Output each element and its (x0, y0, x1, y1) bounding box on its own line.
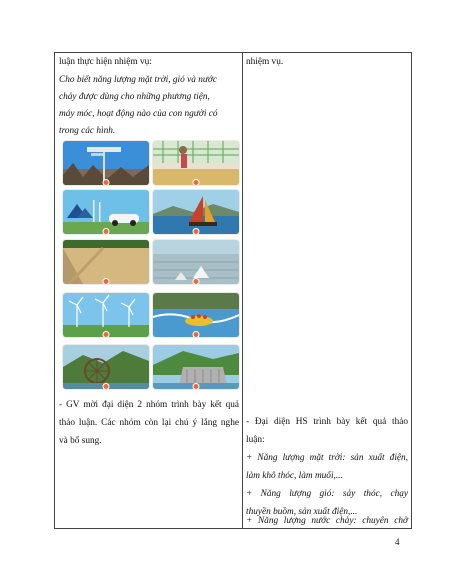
answer-line: + Năng lượng nước chảy: chuyên chở (246, 516, 408, 526)
hydro-dam-image (153, 345, 239, 389)
image-badge (103, 278, 110, 284)
text-line: luận: (246, 435, 265, 445)
image-badge (193, 331, 200, 337)
solar-street-light-image (63, 141, 149, 185)
question-line: chảy được dùng cho những phương tiện, (59, 92, 210, 102)
text-line: nhiệm vụ. (246, 57, 284, 67)
water-wheel-image (63, 345, 149, 389)
image-badge (103, 383, 110, 389)
answer-line: + Năng lượng mặt trời: sản xuất điện, (246, 453, 408, 463)
text-line: và bổ sung. (59, 436, 102, 446)
page-number: 4 (395, 537, 400, 547)
river-rafting-image (153, 293, 239, 337)
answer-line: làm khô thóc, làm muối,... (246, 471, 343, 481)
image-badge (193, 383, 200, 389)
drying-grain-image (153, 141, 239, 185)
column-divider (242, 53, 243, 528)
text-line: thảo luận. Các nhóm còn lại chú ý lắng nghe (59, 418, 239, 428)
wind-turbines-image (63, 293, 149, 337)
text-line: - Đại diện HS trình bày kết quả thảo (246, 417, 408, 427)
answer-line: + Năng lượng gió: sảy thóc, chạy (246, 489, 408, 499)
question-line: Cho biết năng lượng mặt trời, gió và nước (59, 75, 218, 85)
salt-fields-image (153, 240, 239, 284)
image-badge (193, 278, 200, 284)
question-line: máy móc, hoạt động nào của con người có (59, 109, 218, 119)
image-badge (103, 228, 110, 234)
drying-rice-yard-image (63, 240, 149, 284)
image-badge (193, 228, 200, 234)
lesson-table (54, 52, 412, 529)
image-badge (193, 179, 200, 185)
question-line: trong các hình. (59, 126, 116, 136)
text-line: luận thực hiện nhiệm vụ: (59, 57, 152, 67)
solar-panels-car-image (63, 190, 149, 234)
sailboat-image (153, 190, 239, 234)
image-badge (103, 179, 110, 185)
image-badge (103, 331, 110, 337)
text-line: - GV mời đại diện 2 nhóm trình bày kết quả (59, 400, 239, 410)
answer-line: thuyền buồm, sản xuất điện,... (246, 507, 358, 517)
